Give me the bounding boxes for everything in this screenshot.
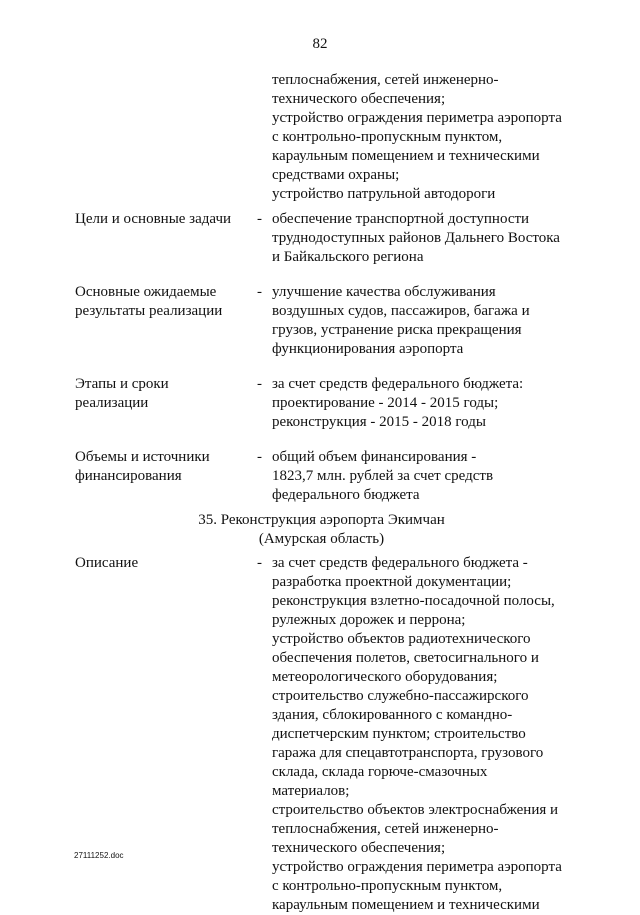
dash-separator: - [257,284,262,300]
dash-separator: - [257,211,262,227]
text-line: строительство объектов электроснабжения и [272,802,559,818]
text-line: устройство ограждения периметра аэропорта [272,859,562,875]
row-label [75,283,255,321]
text-line: устройство ограждения периметра аэропорта [272,110,562,126]
section-title-line: 35. Реконструкция аэропорта Экимчан [198,512,445,528]
text-line: 1823,7 млн. рублей за счет средств [272,468,494,484]
row-value [272,375,582,432]
text-line: устройство патрульной автодороги [272,186,496,202]
text-line: улучшение качества обслуживания [272,284,496,300]
text-line: технического обеспечения; [272,840,446,856]
footer-filename: 27111252.doc [74,851,124,860]
continuation-block [0,71,640,204]
text-line: реконструкция - 2015 - 2018 годы [272,414,486,430]
label-line: результаты реализации [75,303,223,319]
label-line: Основные ожидаемые [75,284,217,300]
text-line: караульным помещением и техническими [272,148,540,164]
row-value [272,210,582,267]
row-label [75,375,255,413]
document-body [0,71,640,915]
text-line: теплоснабжения, сетей инженерно- [272,821,499,837]
row-value [272,448,582,505]
row-value [272,554,582,915]
text-line: устройство объектов радиотехнического [272,631,531,647]
text-line: строительство служебно-пассажирского [272,688,529,704]
text-line: с контрольно-пропускным пунктом, [272,878,503,894]
text-line: разработка проектной документации; [272,574,512,590]
dash-separator: - [257,449,262,465]
text-line: средствами охраны; [272,167,400,183]
row-label [75,554,255,573]
dash-separator: - [257,376,262,392]
text-line: и Байкальского региона [272,249,424,265]
text-line: воздушных судов, пассажиров, багажа и [272,303,530,319]
text-line: материалов; [272,783,350,799]
text-line: за счет средств федерального бюджета: [272,376,524,392]
text-line: обеспечение транспортной доступности [272,211,530,227]
text-line: склада, склада горюче-смазочных [272,764,488,780]
label-line: реализации [75,395,149,411]
row-value [272,283,582,359]
stages-row [0,375,640,432]
text-line: здания, сблокированного с командно- [272,707,513,723]
section-subtitle-line: (Амурская область) [258,531,385,547]
label-line: Описание [75,555,139,571]
row-label [75,210,255,229]
text-line: проектирование - 2014 - 2015 годы; [272,395,499,411]
text-line: реконструкция взлетно-посадочной полосы, [272,593,555,609]
text-line: гаража для спецавтотранспорта, грузового [272,745,544,761]
text-line: технического обеспечения; [272,91,446,107]
text-line: общий объем финансирования - [272,449,477,465]
text-line: теплоснабжения, сетей инженерно- [272,72,499,88]
label-line: финансирования [75,468,182,484]
text-line: обеспечения полетов, светосигнального и [272,650,539,666]
text-line: грузов, устранение риска прекращения [272,322,522,338]
text-line: федерального бюджета [272,487,420,503]
label-line: Этапы и сроки [75,376,169,392]
label-line: Объемы и источники [75,449,210,465]
dash-separator: - [257,555,262,571]
page-number: 82 [312,36,328,52]
text-line: метеорологического оборудования; [272,669,498,685]
text-line: с контрольно-пропускным пунктом, [272,129,503,145]
row-label [75,448,255,486]
text-line: рулежных дорожек и перрона; [272,612,466,628]
text-line: функционирования аэропорта [272,341,464,357]
continuation-text [272,71,582,204]
text-line: диспетчерским пунктом; строительство [272,726,526,742]
text-line: караульным помещением и техническими [272,897,540,913]
text-line: труднодоступных районов Дальнего Востока [272,230,560,246]
label-line: Цели и основные задачи [75,211,232,227]
section-heading [0,511,640,549]
goals-row [0,210,640,267]
funding-row [0,448,640,505]
expected-results-row [0,283,640,359]
text-line: за счет средств федерального бюджета - [272,555,528,571]
